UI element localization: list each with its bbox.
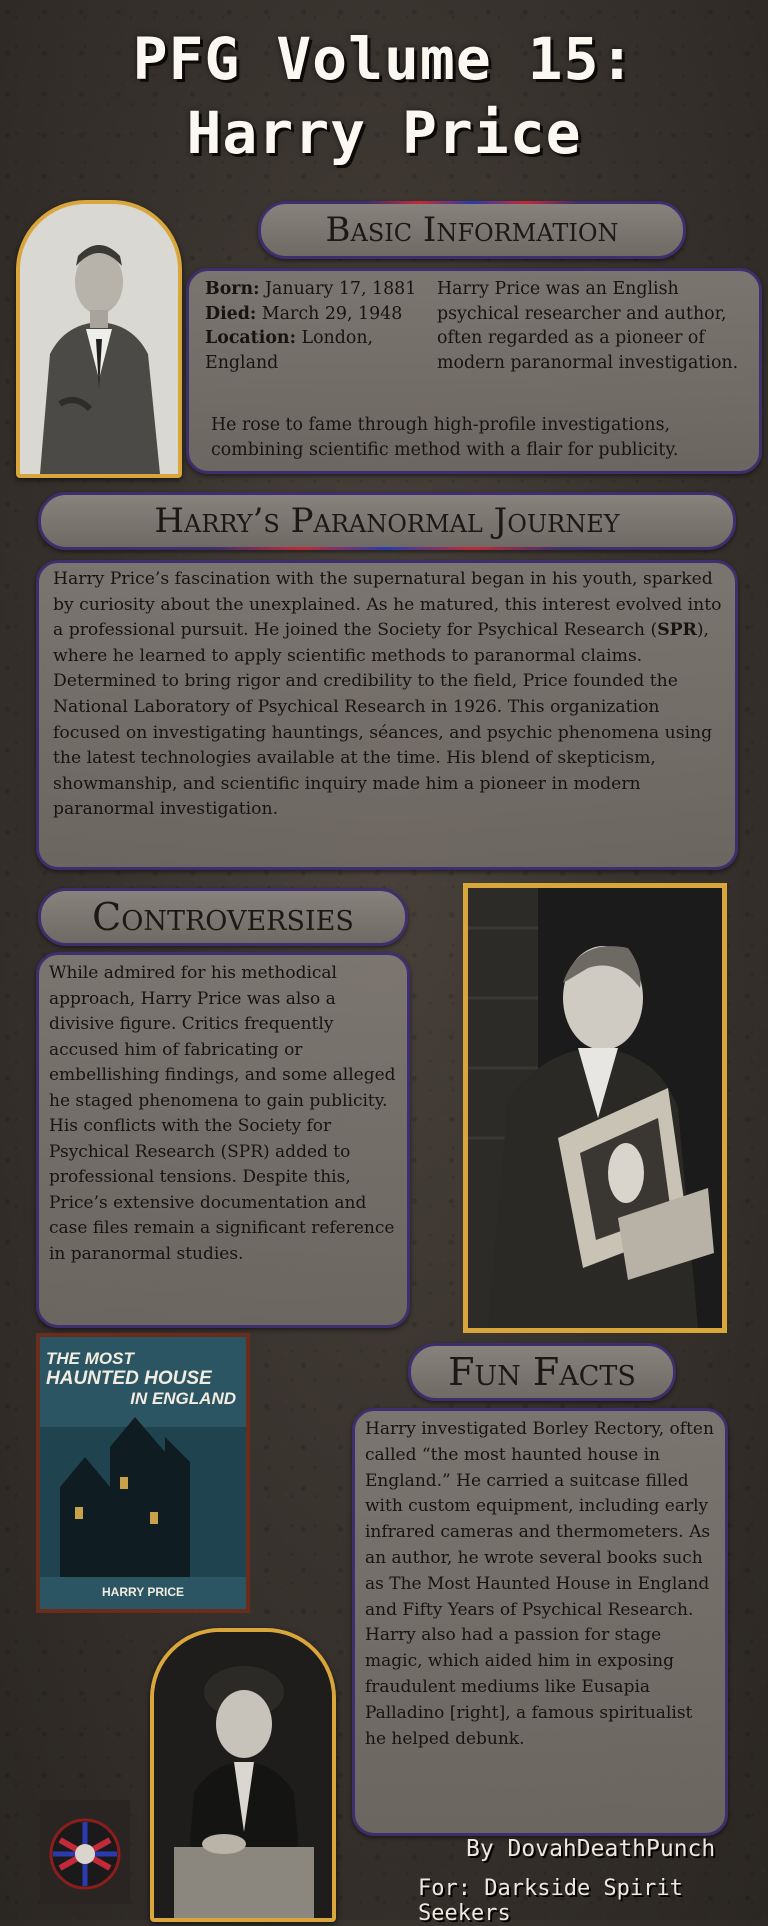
credit-author: By DovahDeathPunch bbox=[466, 1836, 716, 1862]
died-value: March 29, 1948 bbox=[256, 303, 403, 324]
journey-spr-bold: SPR bbox=[657, 620, 697, 641]
vitals-column bbox=[205, 277, 427, 375]
born-value: January 17, 1881 bbox=[259, 279, 417, 299]
journey-p2: Determined to bring rigor and credibility to the field, Price founded the National Laboratory of Psychical Research in 1926. This organization focused on investigating hauntings, séances, and psychic phenomena using the latest technologies available at the time. His blend of skepticism, showmanship, and scientific inquiry made him a pioneer in modern paranormal investigation. bbox=[53, 671, 713, 820]
fun-facts-heading bbox=[408, 1343, 676, 1401]
controversies-heading bbox=[38, 888, 408, 946]
journey-p1-c: ), where he learned to apply scientific methods to paranormal claims. bbox=[53, 620, 709, 666]
basic-info-heading bbox=[258, 201, 686, 259]
born-label: Born: bbox=[205, 279, 260, 299]
accent-line bbox=[367, 201, 578, 204]
accent-line bbox=[214, 547, 560, 550]
basic-info-heading-text: Basic Information bbox=[325, 210, 619, 250]
title-line-1: PFG Volume 15: bbox=[132, 25, 636, 93]
born-line bbox=[205, 277, 427, 302]
basic-info-box bbox=[186, 268, 762, 474]
page-title bbox=[0, 22, 768, 170]
journey-p1-a: Harry Price’s fascination with the supernatural began in his youth, sparked by curiosity about the unexplained. As he matured, this interest evolved into a professional pursuit. He joined the Society for Psychical Research ( bbox=[53, 569, 722, 641]
photo-illustration bbox=[468, 888, 722, 1328]
book-title-line-1: THE MOST bbox=[46, 1349, 134, 1368]
book-title-line-2: HAUNTED HOUSE bbox=[46, 1368, 212, 1389]
title-line-2: Harry Price bbox=[186, 99, 582, 167]
portrait-eusapia-palladino bbox=[150, 1628, 336, 1922]
book-title bbox=[46, 1349, 236, 1409]
controversies-box bbox=[36, 952, 410, 1328]
fun-facts-text bbox=[365, 1417, 717, 1752]
summary-text: Harry Price was an English psychical researcher and author, often regarded as a pioneer of modern paranormal investigation. bbox=[437, 279, 739, 373]
died-label: Died: bbox=[205, 303, 257, 324]
fun-facts-p1: Harry investigated Borley Rectory, often called “the most haunted house in England.” He carried a suitcase filled with custom equipment, including early infrared cameras and thermometers. As an author, he wrote several books such as The Most Haunted House in England and Fifty Years of Psychical Research. bbox=[365, 1419, 714, 1620]
photo-price-with-book bbox=[463, 883, 727, 1333]
controversies-heading-text: Controversies bbox=[92, 895, 354, 939]
palladino-illustration bbox=[154, 1632, 332, 1918]
fame-text: He rose to fame through high-profile investigations, combining scientific method with a flair for publicity. bbox=[211, 415, 679, 460]
portrait-harry-price bbox=[16, 200, 182, 478]
book-cover-most-haunted-house bbox=[36, 1333, 250, 1613]
journey-heading-text: Harry’s Paranormal Journey bbox=[154, 501, 620, 541]
credit-group: For: Darkside Spirit Seekers bbox=[418, 1876, 683, 1926]
location-label: Location: bbox=[205, 328, 296, 349]
location-value: London, England bbox=[205, 328, 374, 373]
died-line bbox=[205, 302, 427, 327]
book-author: HARRY PRICE bbox=[101, 1585, 184, 1599]
journey-box bbox=[36, 560, 738, 870]
fun-facts-box bbox=[352, 1408, 728, 1836]
fun-facts-heading-text: Fun Facts bbox=[448, 1350, 636, 1394]
darkside-spirit-seekers-logo bbox=[40, 1800, 130, 1904]
portrait-illustration bbox=[20, 204, 178, 474]
fun-facts-p2: Harry also had a passion for stage magic, which aided him in exposing fraudulent mediums like Eusapia Palladino [right], a famous spiritualist he helped debunk. bbox=[365, 1625, 693, 1749]
journey-text bbox=[53, 567, 727, 823]
location-line bbox=[205, 326, 427, 375]
book-title-line-3: IN ENGLAND bbox=[130, 1389, 236, 1408]
controversies-text: While admired for his methodical approach, Harry Price was also a divisive figure. Critics frequently accused him of fabricating or embellishing findings, and some alleged he staged phenomena to gain publicity. His conflicts with the Society for Psychical Research (SPR) added to professional tensions. Despite this, Price’s extensive documentation and case files remain a significant reference in paranormal studies. bbox=[49, 963, 396, 1264]
logo-graphic bbox=[40, 1800, 130, 1904]
journey-heading bbox=[38, 492, 736, 550]
